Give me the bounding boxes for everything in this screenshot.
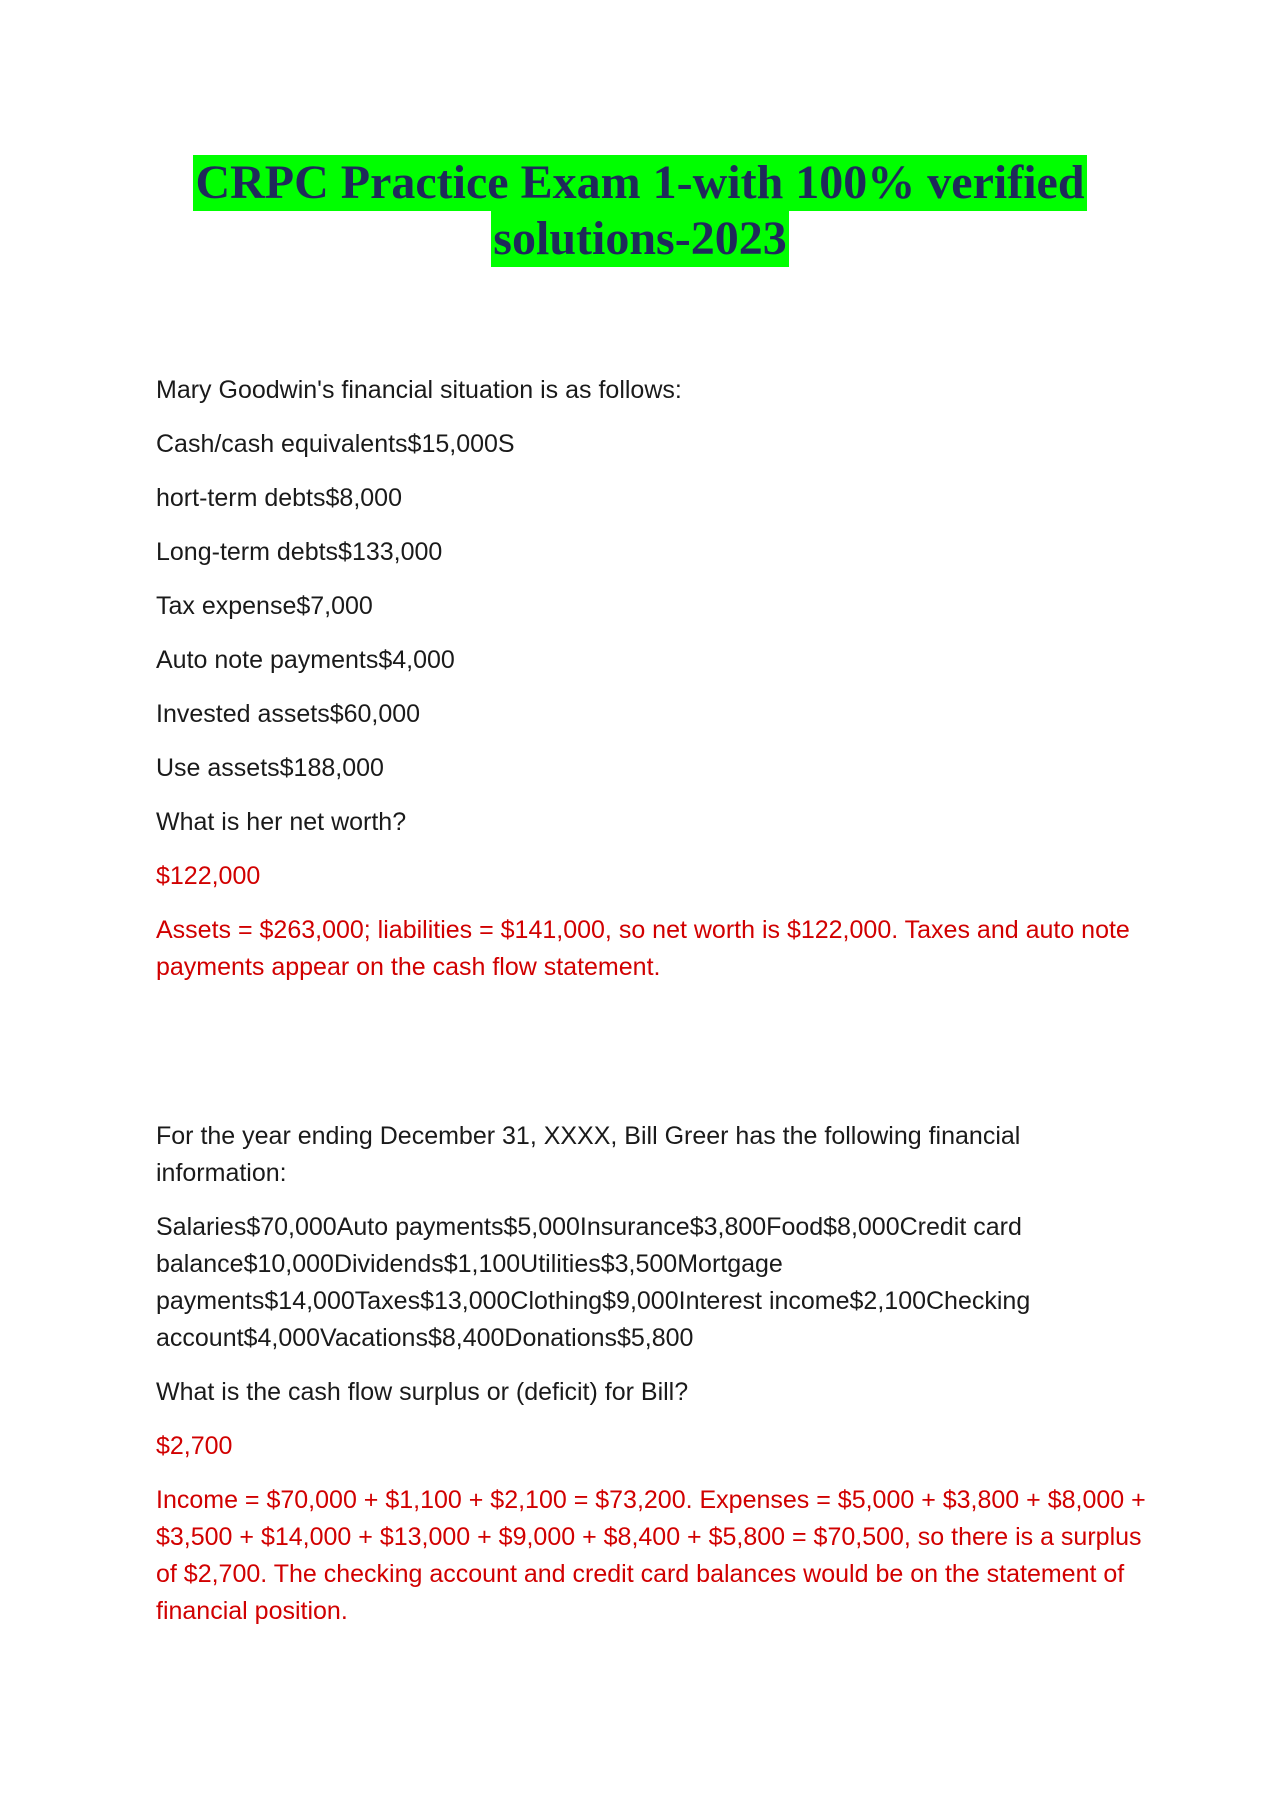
title-line-1: CRPC Practice Exam 1-with 100% verified	[195, 156, 1085, 209]
question-1-line: Long-term debts$133,000	[156, 538, 443, 566]
question-1-line: Use assets$188,000	[156, 754, 384, 782]
question-1-line: Auto note payments$4,000	[156, 646, 455, 674]
title-line-2: solutions-2023	[493, 212, 787, 265]
question-1-intro: Mary Goodwin's financial situation is as follows:	[156, 376, 682, 404]
question-1-explanation: Assets = $263,000; liabilities = $141,000, so net worth is $122,000. Taxes and auto note payments appear on the cash flow statement.	[156, 916, 1130, 981]
question-2-data: Salaries$70,000Auto payments$5,000Insurance$3,800Food$8,000Credit card balance$10,000Dividends$1,100Utilities$3,500Mortgage payments$14,000Taxes$13,000Clothing$9,000Interest income$2,100Checking account$4,000Vacations$8,400Donations$5,800	[156, 1213, 1031, 1352]
question-1	[156, 372, 1146, 1003]
question-2-explanation: Income = $70,000 + $1,100 + $2,100 = $73,200. Expenses = $5,000 + $3,800 + $8,000 + $3,500 + $14,000 + $13,000 + $9,000 + $8,400 + $5,800 = $70,500, so there is a surplus of $2,700. The checking account and credit card balances would be on the statement of financial position.	[156, 1486, 1146, 1625]
question-1-answer: $122,000	[156, 862, 261, 890]
question-2-answer: $2,700	[156, 1432, 233, 1460]
question-1-line: hort-term debts$8,000	[156, 484, 402, 512]
question-1-line: Tax expense$7,000	[156, 592, 373, 620]
question-2-prompt: What is the cash flow surplus or (deficit) for Bill?	[156, 1378, 689, 1406]
question-1-prompt: What is her net worth?	[156, 808, 407, 836]
document-title	[0, 155, 1280, 267]
question-2-intro: For the year ending December 31, XXXX, Bill Greer has the following financial information:	[156, 1122, 1021, 1187]
question-1-line: Cash/cash equivalents$15,000S	[156, 430, 515, 458]
question-1-line: Invested assets$60,000	[156, 700, 421, 728]
question-2	[156, 1118, 1146, 1647]
